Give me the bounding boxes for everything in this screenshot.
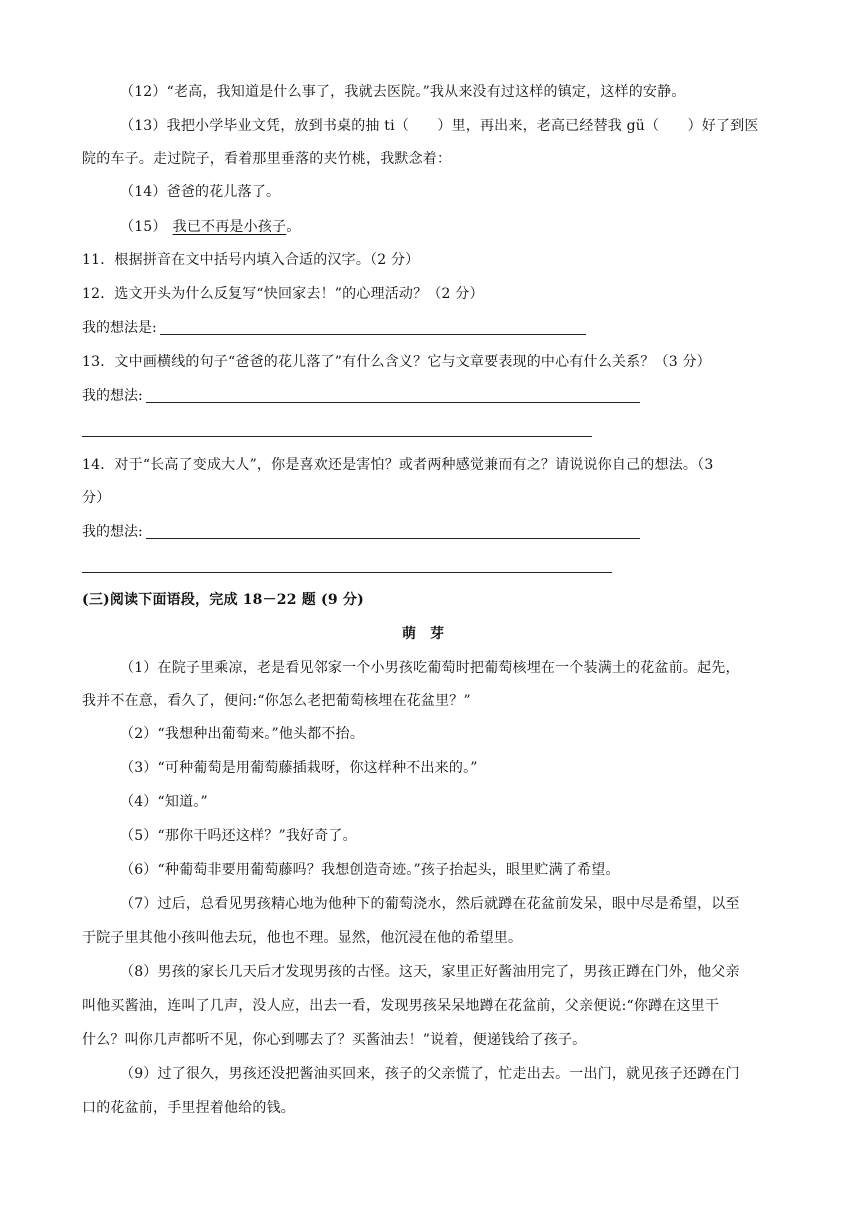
passage-paragraph-8: （8）男孩的家长几天后才发现男孩的古怪。这天，家里正好酱油用完了，男孩正蹲在门外，他父亲: [120, 964, 740, 980]
passage-title: 萌芽: [402, 626, 458, 642]
question-13: 13．文中画横线的句子“爸爸的花儿落了”有什么含义？它与文章要表现的中心有什么关系？（3 分）: [82, 354, 711, 370]
question-12-answer-label: 我的想法是:: [82, 320, 157, 336]
question-13-answer-line-1[interactable]: [146, 402, 640, 403]
question-14-answer-label: 我的想法:: [82, 524, 143, 540]
passage-paragraph-3: （3）“可种葡萄是用葡萄藤插栽呀，你这样种不出来的。”: [120, 760, 478, 776]
paragraph-15-number: （15）: [120, 219, 167, 235]
passage-paragraph-6: （6）“种葡萄非要用葡萄藤吗？我想创造奇迹。”孩子抬起头，眼里贮满了希望。: [120, 862, 620, 878]
passage-paragraph-4: （4）“知道。”: [120, 794, 208, 810]
passage-paragraph-5: （5）“那你干吗还这样？”我好奇了。: [120, 828, 357, 844]
paragraph-13: （13）我把小学毕业文凭，放到书桌的抽 ti（ ）里，再出来，老高已经替我 gü（ ）好了到医: [120, 118, 759, 134]
passage-paragraph-2: （2）“我想种出葡萄来。”他头都不抬。: [120, 726, 365, 742]
paragraph-13-cont: 院的车子。走过院子，看着那里垂落的夹竹桃，我默念着：: [82, 151, 452, 167]
question-14-answer-line-1[interactable]: [146, 538, 640, 539]
paragraph-15-end: 。: [286, 219, 301, 235]
paragraph-15: [120, 217, 780, 237]
passage-paragraph-9-cont: 口的花盆前，手里捏着他给的钱。: [82, 1100, 295, 1116]
question-13-answer-line-2[interactable]: [82, 436, 592, 437]
question-14-answer-line-2[interactable]: [82, 572, 612, 573]
question-13-answer-label: 我的想法:: [82, 388, 143, 404]
question-11: 11．根据拼音在文中括号内填入合适的汉字。（2 分）: [82, 252, 420, 268]
passage-paragraph-9: （9）过了很久，男孩还没把酱油买回来，孩子的父亲慌了，忙走出去。一出门，就见孩子还蹲在门: [120, 1066, 740, 1082]
question-14-cont: 分）: [82, 490, 111, 506]
passage-paragraph-1: （1）在院子里乘凉，老是看见邻家一个小男孩吃葡萄时把葡萄核埋在一个装满土的花盆前。起先，: [120, 660, 740, 676]
passage-paragraph-7-cont: 于院子里其他小孩叫他去玩，他也不理。显然，他沉浸在他的希望里。: [82, 930, 523, 946]
section-3-heading: (三)阅读下面语段，完成 18－22 题 (9 分): [82, 592, 364, 608]
question-12: 12．选文开头为什么反复写“快回家去！”的心理活动？（2 分）: [82, 286, 484, 302]
passage-paragraph-7: （7）过后，总看见男孩精心地为他种下的葡萄浇水，然后就蹲在花盆前发呆，眼中尽是希望，以至: [120, 896, 740, 912]
question-14: 14．对于“长高了变成大人”，你是喜欢还是害怕？或者两种感觉兼而有之？请说说你自己的想法。（3: [82, 457, 714, 473]
passage-paragraph-1-cont: 我并不在意，看久了，便问:“你怎么老把葡萄核埋在花盆里？”: [82, 693, 471, 709]
paragraph-12: （12）“老高，我知道是什么事了，我就去医院。”我从来没有过这样的镇定，这样的安静。: [120, 84, 686, 100]
passage-paragraph-8-cont-1: 叫他买酱油，连叫了几声，没人应，出去一看，发现男孩呆呆地蹲在花盆前，父亲便说:“你蹲在这里干: [82, 998, 720, 1014]
question-12-answer-line[interactable]: [160, 334, 586, 335]
underlined-sentence: 我已不再是小孩子: [172, 219, 287, 235]
paragraph-14: （14）爸爸的花儿落了。: [120, 184, 281, 200]
passage-paragraph-8-cont-2: 什么？叫你几声都听不见，你心到哪去了？买酱油去！”说着，便递钱给了孩子。: [82, 1032, 587, 1048]
